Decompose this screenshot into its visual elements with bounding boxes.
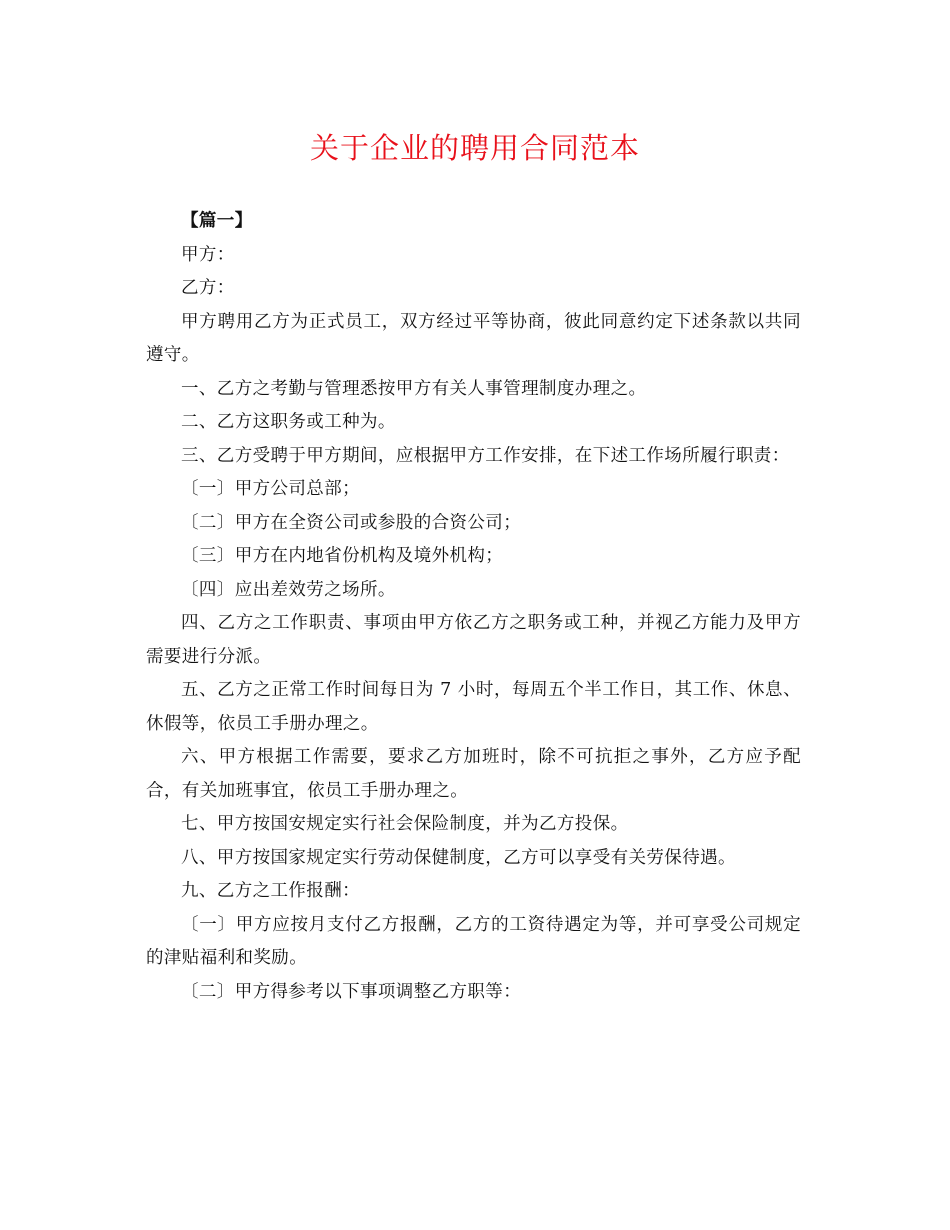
clause-3-item-1: 〔一〕甲方公司总部； <box>181 479 360 499</box>
clause-1: 一、乙方之考勤与管理悉按甲方有关人事管理制度办理之。 <box>181 378 647 399</box>
clause-3-item-4: 〔四〕应出差效劳之场所。 <box>181 579 396 600</box>
clause-7: 七、甲方按国安规定实行社会保险制度，并为乙方投保。 <box>181 814 629 834</box>
clause-9-item-2: 〔二〕甲方得参考以下事项调整乙方职等： <box>181 981 522 1002</box>
clause-8: 八、甲方按国家规定实行劳动保健制度，乙方可以享受有关劳保待遇。 <box>181 847 736 868</box>
clause-4: 四、乙方之工作职责、事项由甲方依乙方之职务或工种，并视乙方能力及甲方需要进行分派。 <box>146 613 801 667</box>
clause-5: 五、乙方之正常工作时间每日为 7 小时，每周五个半工作日，其工作、休息、休假等，依员工手册办理之。 <box>146 680 801 734</box>
section-heading: 【篇一】 <box>181 211 253 231</box>
clause-9-item-1: 〔一〕甲方应按月支付乙方报酬，乙方的工资待遇定为等，并可享受公司规定的津贴福利和奖励。 <box>146 914 801 968</box>
preamble-paragraph: 甲方聘用乙方为正式员工，双方经过平等协商，彼此同意约定下述条款以共同遵守。 <box>146 311 801 365</box>
clause-3: 三、乙方受聘于甲方期间，应根据甲方工作安排，在下述工作场所履行职责： <box>181 445 790 466</box>
clause-3-item-2: 〔二〕甲方在全资公司或参股的合资公司； <box>181 512 522 533</box>
party-b-line: 乙方： <box>181 278 235 298</box>
clause-2: 二、乙方这职务或工种为。 <box>181 412 396 432</box>
clause-6: 六、甲方根据工作需要，要求乙方加班时，除不可抗拒之事外，乙方应予配合，有关加班事宜，依员工手册办理之。 <box>146 747 801 801</box>
clause-9: 九、乙方之工作报酬： <box>181 881 360 901</box>
document-title: 关于企业的聘用合同范本 <box>309 131 640 165</box>
party-a-line: 甲方： <box>181 244 235 265</box>
clause-3-item-3: 〔三〕甲方在内地省份机构及境外机构； <box>181 546 504 566</box>
document-body <box>146 205 801 1009</box>
